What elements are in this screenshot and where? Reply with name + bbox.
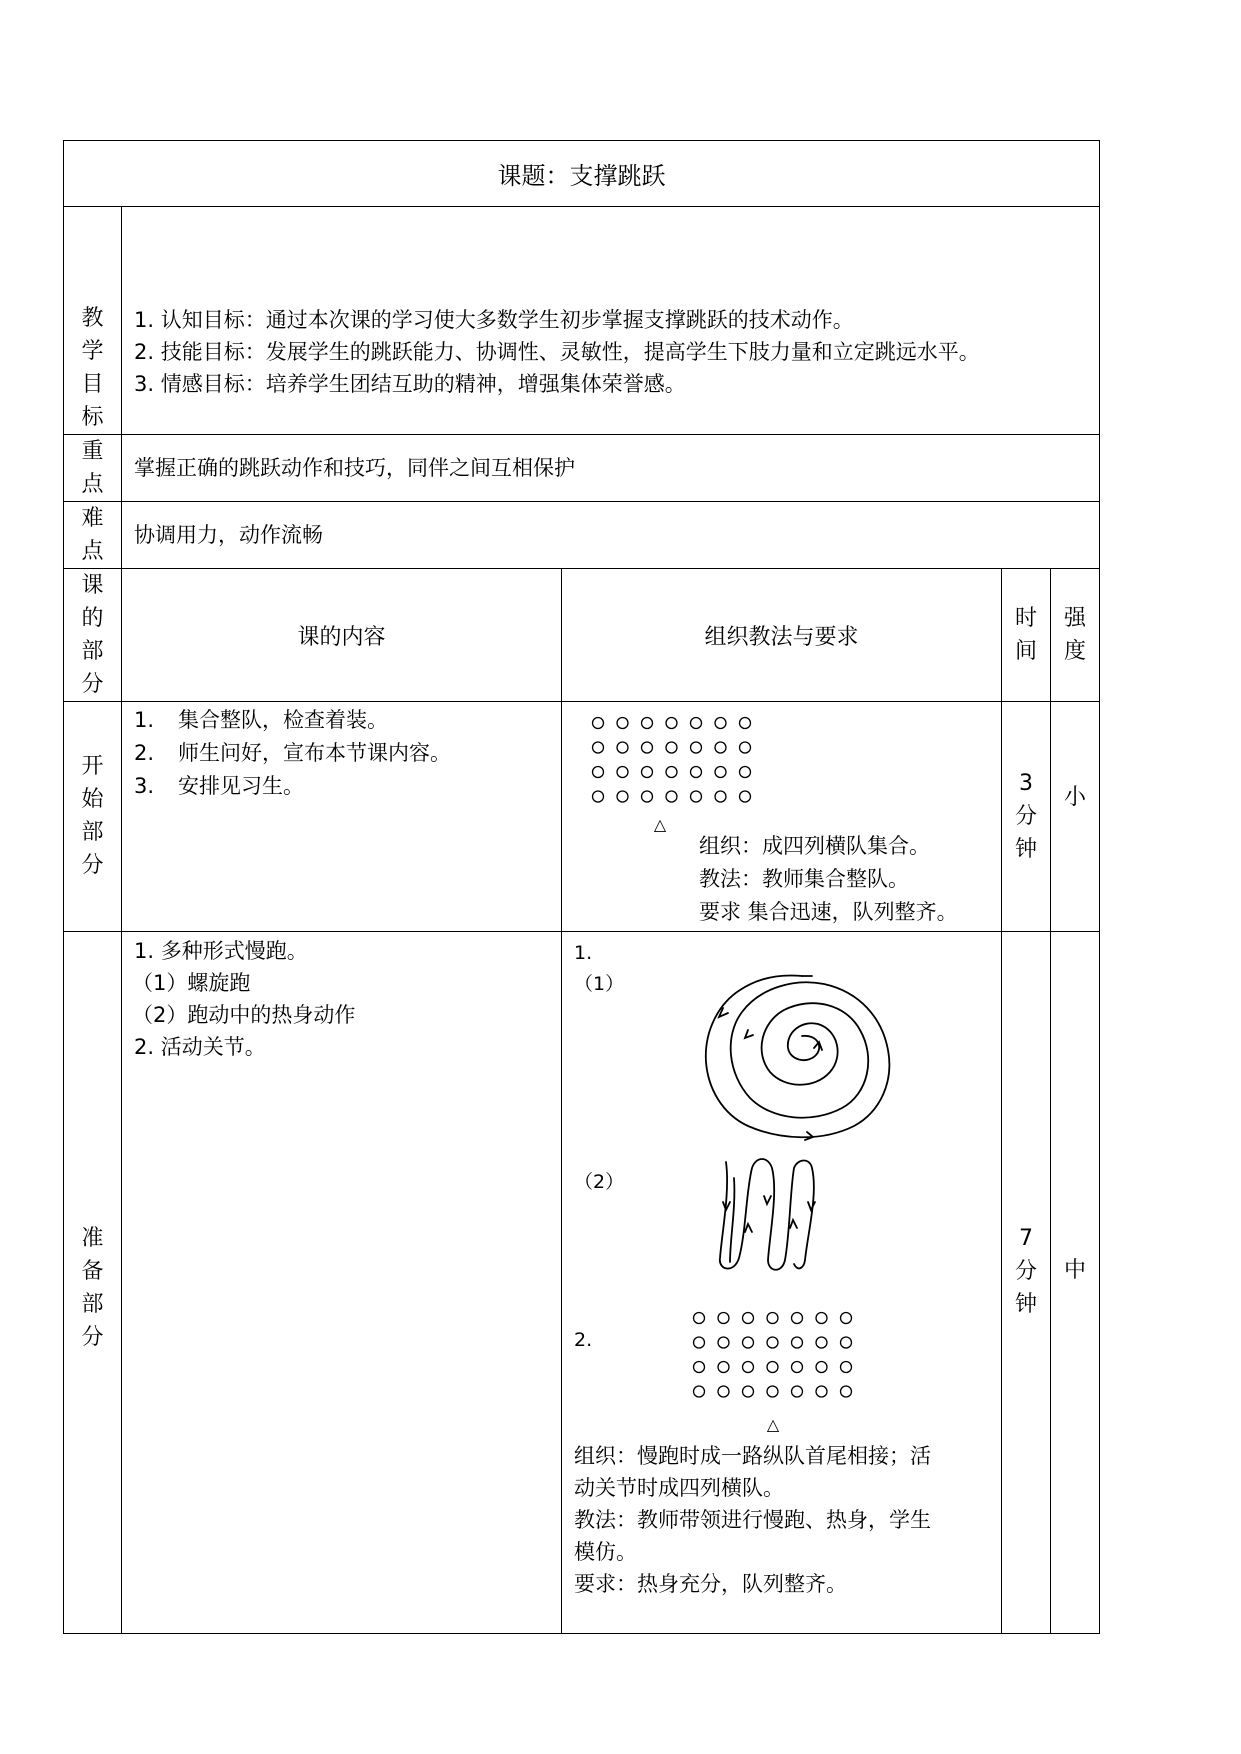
teacher-symbol: △ xyxy=(766,1415,780,1434)
student-dot xyxy=(715,791,726,802)
objectives-content xyxy=(122,207,1100,435)
student-dot xyxy=(816,1362,827,1373)
svg-text:1.: 1. xyxy=(574,942,593,964)
student-dot xyxy=(841,1313,852,1324)
header-content: 课的内容 xyxy=(122,569,562,702)
student-dot xyxy=(715,718,726,729)
zigzag-run-diagram xyxy=(720,1159,815,1270)
key-points-text: 掌握正确的跳跃动作和技巧，同伴之间互相保护 xyxy=(122,435,1100,502)
svg-text:（1）: （1） xyxy=(574,973,625,995)
student-dot xyxy=(743,1362,754,1373)
objective-item: 1. 认知目标：通过本次课的学习使大多数学生初步掌握支撑跳跃的技术动作。 xyxy=(134,308,854,332)
student-dot xyxy=(743,1313,754,1324)
start-method xyxy=(562,702,1002,932)
student-dot xyxy=(691,791,702,802)
student-dot xyxy=(792,1337,803,1348)
student-dot xyxy=(715,767,726,778)
student-dot xyxy=(740,742,751,753)
student-dot xyxy=(617,791,628,802)
student-dot xyxy=(617,767,628,778)
objective-item: 2. 技能目标：发展学生的跳跃能力、协调性、灵敏性，提高学生下肢力量和立定跳远水平。 xyxy=(134,340,980,364)
svg-text:2.: 2. xyxy=(574,1329,593,1351)
lesson-title: 课题：支撑跳跃 xyxy=(64,141,1100,207)
student-dot xyxy=(694,1362,705,1373)
student-dot xyxy=(792,1362,803,1373)
student-dot xyxy=(642,791,653,802)
student-dot xyxy=(666,718,677,729)
objectives-label: 教 学 目 标 xyxy=(64,207,122,435)
student-dot xyxy=(718,1386,729,1397)
student-dot xyxy=(792,1313,803,1324)
header-method: 组织教法与要求 xyxy=(562,569,1002,702)
prep-item: 1. 多种形式慢跑。 xyxy=(134,939,308,963)
prep-time: 7 分 钟 xyxy=(1002,932,1051,1634)
student-dot xyxy=(841,1386,852,1397)
prep-content xyxy=(122,932,562,1634)
student-dot xyxy=(694,1337,705,1348)
header-intensity: 强 度 xyxy=(1051,569,1100,702)
student-dot xyxy=(740,767,751,778)
difficulties-label: 难 点 xyxy=(64,502,122,569)
student-dot xyxy=(715,742,726,753)
student-dot xyxy=(694,1313,705,1324)
start-item: 1. 集合整队，检查着装。 xyxy=(134,708,388,732)
start-time: 3 分 钟 xyxy=(1002,702,1051,932)
student-dot xyxy=(691,742,702,753)
prep-item: （2）跑动中的热身动作 xyxy=(132,1003,356,1027)
difficulties-text: 协调用力，动作流畅 xyxy=(122,502,1100,569)
student-dot xyxy=(740,791,751,802)
student-dot xyxy=(617,718,628,729)
student-dot xyxy=(691,767,702,778)
prep-method xyxy=(562,932,1002,1634)
student-dot xyxy=(642,767,653,778)
student-dot xyxy=(743,1337,754,1348)
student-dot xyxy=(694,1386,705,1397)
objective-item: 3. 情感目标：培养学生团结互助的精神，增强集体荣誉感。 xyxy=(134,372,686,396)
student-dot xyxy=(642,742,653,753)
student-dot xyxy=(593,742,604,753)
student-dot xyxy=(718,1337,729,1348)
prep-part-label: 准 备 部 分 xyxy=(64,932,122,1634)
start-intensity: 小 xyxy=(1051,702,1100,932)
student-dot xyxy=(666,742,677,753)
student-dot xyxy=(743,1386,754,1397)
student-dot xyxy=(666,767,677,778)
student-dot xyxy=(593,791,604,802)
prep-item: （1）螺旋跑 xyxy=(132,971,251,995)
student-dot xyxy=(816,1313,827,1324)
start-method-text: 组织：成四列横队集合。 教法：教师集合整队。 要求 集合迅速，队列整齐。 xyxy=(699,834,958,924)
start-item: 3. 安排见习生。 xyxy=(134,774,304,798)
spiral-run-diagram xyxy=(706,976,900,1140)
prep-intensity: 中 xyxy=(1051,932,1100,1634)
student-formation xyxy=(593,718,751,803)
student-dot xyxy=(841,1337,852,1348)
student-dot xyxy=(767,1337,778,1348)
key-points-label: 重 点 xyxy=(64,435,122,502)
student-formation xyxy=(694,1313,852,1398)
teacher-symbol: △ xyxy=(653,815,667,834)
student-dot xyxy=(816,1337,827,1348)
start-item: 2. 师生问好，宣布本节课内容。 xyxy=(134,741,451,765)
student-dot xyxy=(841,1362,852,1373)
start-content xyxy=(122,702,562,932)
student-dot xyxy=(792,1386,803,1397)
student-dot xyxy=(816,1386,827,1397)
student-dot xyxy=(642,718,653,729)
student-dot xyxy=(767,1362,778,1373)
prep-item: 2. 活动关节。 xyxy=(134,1035,266,1059)
svg-text:（2）: （2） xyxy=(574,1171,625,1193)
student-dot xyxy=(767,1386,778,1397)
student-dot xyxy=(718,1362,729,1373)
student-dot xyxy=(767,1313,778,1324)
student-dot xyxy=(740,718,751,729)
student-dot xyxy=(593,718,604,729)
student-dot xyxy=(691,718,702,729)
student-dot xyxy=(666,791,677,802)
header-time: 时 间 xyxy=(1002,569,1051,702)
student-dot xyxy=(718,1313,729,1324)
student-dot xyxy=(593,767,604,778)
lesson-plan-table xyxy=(63,140,1100,1634)
header-part-label: 课 的 部 分 xyxy=(64,569,122,702)
prep-method-text: 组织：慢跑时成一路纵队首尾相接；活 动关节时成四列横队。 教法：教师带领进行慢跑、热身，学生 模仿。 要求：热身充分，队列整齐。 xyxy=(574,1444,931,1596)
student-dot xyxy=(617,742,628,753)
start-part-label: 开 始 部 分 xyxy=(64,702,122,932)
